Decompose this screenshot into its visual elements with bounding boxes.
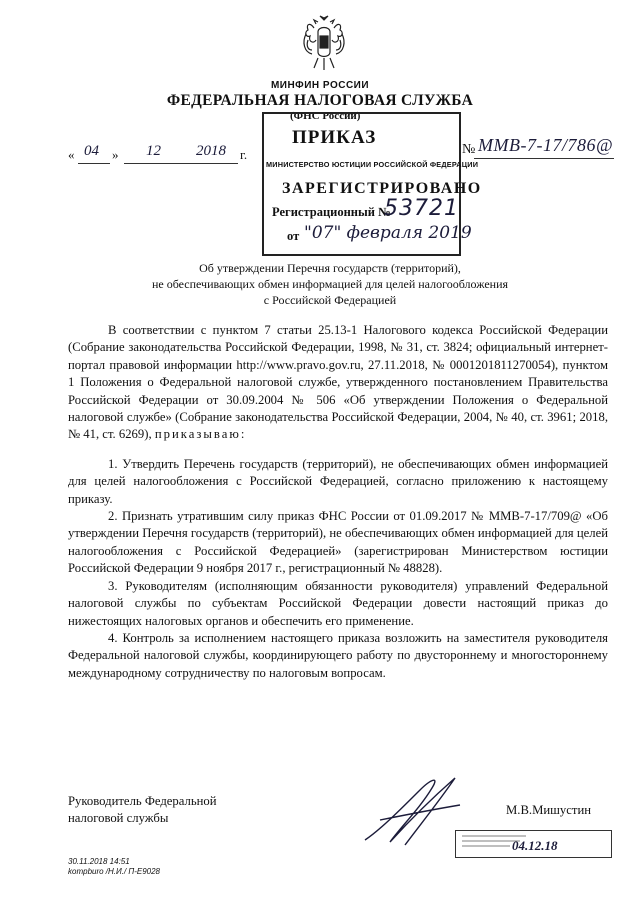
stamp-ministry-line: МИНИСТЕРСТВО ЮСТИЦИИ РОССИЙСКОЙ ФЕДЕРАЦИИ (266, 160, 479, 169)
date-year-suffix: г. (240, 147, 248, 162)
order-number-sign: № (462, 142, 476, 157)
stamp-date-prefix: от (287, 229, 300, 243)
item-4-paragraph: 4. Контроль за исполнением настоящего приказа возложить на заместителя руководителя Федеральной налоговой службы, координирующего работу по двустороннему и многостороннему международному сотрудничеству по налоговым вопросам. (68, 630, 608, 680)
stamp-reg-date: "07" февраля 2019 (304, 223, 472, 243)
order-body (68, 322, 608, 682)
item-3-paragraph: 3. Руководителям (исполняющим обязанности руководителя) управлений Федеральной налоговой службы по субъектам Российской Федерации довести настоящий приказ до нижестоящих налоговых органов и обеспечить его применение. (68, 578, 608, 628)
order-number-underline (474, 158, 614, 159)
service-short-name: (ФНС России) (290, 110, 361, 122)
stamp-reg-number-value: 53721 (384, 196, 459, 221)
order-title-line-2: не обеспечивающих обмен информацией для целей налогообложения (151, 277, 509, 291)
signatory-position-line-2: налоговой службы (68, 811, 169, 826)
date-quote-close: » (112, 147, 119, 162)
order-title-line-1: Об утверждении Перечня государств (территорий), (199, 261, 461, 275)
print-file-path: kompburo /Н.И./ П-Е9028 (68, 867, 161, 876)
print-timestamp: 30.11.2018 14:51 (68, 857, 130, 866)
item-2-paragraph: 2. Признать утратившим силу приказ ФНС России от 01.09.2017 № ММВ-7-17/709@ «Об утверждении Перечня государств (территорий), не обеспечивающих обмен информацией для целей налогообложения с Российской Федерацией» (зарегистрирован Министерством юстиции Российской Федерации 9 ноября 2017 г., регистрационный № 48828). (68, 509, 608, 576)
item-1-paragraph: 1. Утвердить Перечень государств (территорий), не обеспечивающих обмен информацией для целей налогообложения с Российской Федерацией, согласно приложению к настоящему приказу. (68, 456, 608, 506)
stamp-reg-number-label: Регистрационный № (272, 205, 391, 219)
preamble-text: В соответствии с пунктом 7 статьи 25.13-1 Налогового кодекса Российской Федерации (Собрание законодательства Российской Федерации, 1998, № 31, ст. 3824; официальный интернет-портал правовой информации http://www.pravo.gov.ru, 27.11.2018, № 0001201811270054), пунктом 1 Положения о Федеральной налоговой службе, утвержденного постановлением Правительства Российской Федерации от 30.09.2004 № 506 «Об утверждении Положения о Федеральной налоговой службе» (Собрание законодательства Российской Федерации, 2004, № 40, ст. 3961; 2018, № 41, ст. 6269), (68, 323, 608, 442)
double-headed-eagle-emblem-icon (300, 14, 348, 72)
date-month: 12 (146, 143, 161, 159)
date-day: 04 (84, 143, 99, 159)
signatory-position-line-1: Руководитель Федеральной (68, 794, 217, 808)
order-title (120, 260, 540, 308)
order-number-value: ММВ-7-17/786@ (478, 135, 614, 155)
service-heading: ФЕДЕРАЛЬНАЯ НАЛОГОВАЯ СЛУЖБА (166, 92, 474, 109)
signatory-name: М.В.Мишустин (506, 803, 592, 817)
date-month-year-underline (124, 163, 238, 164)
approval-stamp-date: 04.12.18 (512, 838, 558, 853)
document-type-heading: ПРИКАЗ (292, 127, 377, 148)
print-footer (68, 857, 160, 877)
stamp-registered-label: ЗАРЕГИСТРИРОВАНО (282, 180, 482, 197)
preamble-paragraph (68, 322, 608, 444)
signatory-position (68, 793, 217, 828)
date-year: 2018 (196, 143, 226, 159)
date-day-underline (78, 163, 110, 164)
order-title-line-3: с Российской Федерацией (263, 293, 397, 307)
ministry-heading: МИНФИН РОССИИ (270, 80, 370, 91)
order-word: приказываю: (154, 427, 247, 442)
handwritten-signature (360, 770, 470, 850)
date-quote-open: « (68, 147, 75, 162)
